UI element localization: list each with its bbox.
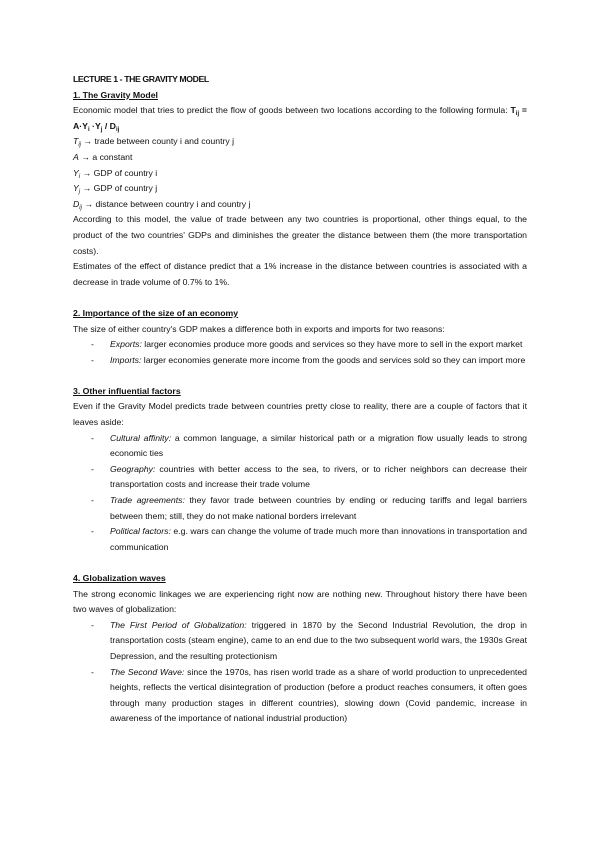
section-1-intro: Economic model that tries to predict the flow of goods between two locations according to the following formula: $T_{ij} = A\cdot Y_i \cdot Y_j / D_{ij}$ [73, 105, 527, 133]
section-4-heading: 4. Globalization waves [73, 573, 166, 583]
paragraph: The size of either country's GDP makes a difference both in exports and imports for two reasons: [73, 323, 445, 334]
paragraph: According to this model, the value of trade between any two countries is proportional, other things equal, to the product of the two countries' GDPs and diminishes the greater the distance between them (the more transportation costs). [73, 214, 527, 256]
bullet-item: - The Second Wave: since the 1970s, has risen world trade as a share of world production to unprecedented heights, reflects the vertical disintegration of production (before a product reaches consumers, it often goes through many production stages in different countries), slowing down (Covid pandemic, increase in awareness of the importance of national industrial production) [91, 666, 527, 724]
bullet-item: - Imports: larger economies generate more income from the goods and services sold so they can import more [91, 354, 526, 365]
document-page [73, 72, 527, 727]
document-title: LECTURE 1 - THE GRAVITY MODEL [73, 74, 209, 84]
paragraph: Even if the Gravity Model predicts trade between countries pretty close to reality, there are a couple of factors that it leaves aside: [73, 401, 527, 428]
section-3-heading: 3. Other influential factors [73, 385, 181, 396]
definition-line: $Y_j$ → GDP of country j [73, 183, 158, 196]
gravity-formula: $T_{ij} = A\cdot Y_i \cdot Y_j / D_{ij}$ [73, 105, 527, 133]
bullet-item: - Geography: countries with better access to the sea, to rivers, or to richer neighbors can decrease their transportation costs and increase their trade volume [91, 463, 527, 490]
section-1-heading: 1. The Gravity Model [73, 89, 158, 100]
paragraph: The strong economic linkages we are experiencing right now are nothing new. Throughout history there have been two waves of globalization: [73, 588, 527, 615]
bullet-item: - Political factors: e.g. wars can change the volume of trade much more than innovations in transportation and communication [91, 526, 527, 552]
definition-line: $D_{ij}$ → distance between country i and country j [73, 198, 251, 211]
definition-line: A → a constant [73, 151, 133, 162]
bullet-item: - The First Period of Globalization: triggered in 1870 by the Second Industrial Revolution, the drop in transportation costs (steam engine), came to an end due to the two subsequent world wars, the 1930s Great Depression, and the resulting protectionism [91, 619, 527, 661]
bullet-item: - Exports: larger economies produce more goods and services so they have more to sell in the export market [91, 339, 523, 350]
paragraph: Estimates of the effect of distance predict that a 1% increase in the distance between countries is associated with a decrease in trade volume of 0.7% to 1%. [73, 261, 527, 287]
definition-line: $Y_i$ → GDP of country i [73, 167, 158, 180]
bullet-item: - Cultural affinity: a common language, a similar historical path or a migration flow usually leads to strong economic ties [91, 432, 527, 459]
bullet-item: - Trade agreements: they favor trade between countries by ending or reducing tariffs and legal barriers between them; still, they do not make national borders irrelevant [91, 495, 527, 521]
section-2-heading: 2. Importance of the size of an economy [73, 307, 239, 318]
definition-line: $T_{ij}$ → trade between county i and country j [73, 136, 235, 149]
